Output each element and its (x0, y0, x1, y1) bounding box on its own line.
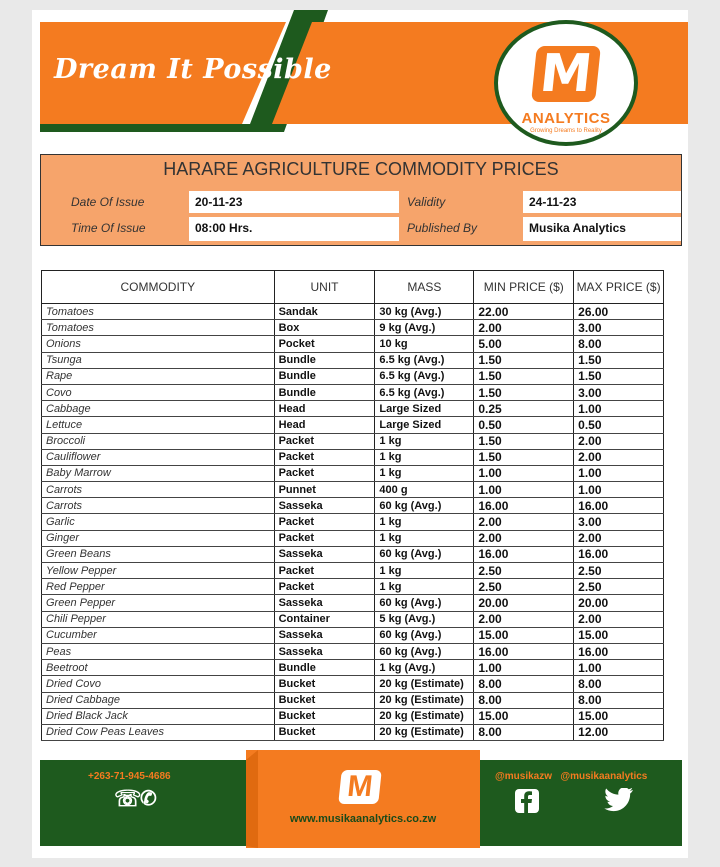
max-price-cell: 16.00 (574, 643, 664, 659)
commodity-cell: Dried Black Jack (42, 708, 275, 724)
unit-cell: Punnet (274, 482, 375, 498)
max-price-cell: 8.00 (574, 692, 664, 708)
min-price-cell: 1.50 (474, 384, 574, 400)
table-row (42, 482, 664, 498)
min-price-cell: 2.00 (474, 611, 574, 627)
unit-cell: Container (274, 611, 375, 627)
min-price-cell: 2.50 (474, 563, 574, 579)
mass-cell: 1 kg (375, 530, 474, 546)
min-price-cell: 1.00 (474, 482, 574, 498)
table-row (42, 352, 664, 368)
table-row (42, 627, 664, 643)
min-price-cell: 1.00 (474, 660, 574, 676)
published-by-value: Musika Analytics (523, 217, 681, 241)
unit-cell: Packet (274, 530, 375, 546)
min-price-cell: 2.00 (474, 320, 574, 336)
logo-m-mark: M (531, 46, 601, 102)
mass-cell: 10 kg (375, 336, 474, 352)
twitter-handle[interactable]: @musikaanalytics (560, 771, 648, 782)
min-price-cell: 2.50 (474, 579, 574, 595)
unit-cell: Box (274, 320, 375, 336)
commodity-cell: Tomatoes (42, 304, 275, 320)
min-price-cell: 2.00 (474, 530, 574, 546)
min-price-cell: 1.50 (474, 368, 574, 384)
table-row (42, 449, 664, 465)
commodity-cell: Carrots (42, 498, 275, 514)
whatsapp-icon: ✆ (140, 788, 157, 810)
mass-cell: 20 kg (Estimate) (375, 724, 474, 740)
commodity-cell: Green Pepper (42, 595, 275, 611)
twitter-icon[interactable] (604, 788, 634, 812)
unit-cell: Bundle (274, 660, 375, 676)
commodity-cell: Garlic (42, 514, 275, 530)
mass-cell: 20 kg (Estimate) (375, 676, 474, 692)
logo-tagline: Growing Dreams to Reality (530, 128, 602, 134)
unit-cell: Packet (274, 514, 375, 530)
table-row (42, 563, 664, 579)
table-row (42, 304, 664, 320)
issue-info-box (40, 154, 682, 246)
max-price-cell: 16.00 (574, 546, 664, 562)
table-row (42, 546, 664, 562)
commodity-cell: Beetroot (42, 660, 275, 676)
document-title: HARARE AGRICULTURE COMMODITY PRICES (163, 159, 559, 179)
table-row (42, 676, 664, 692)
unit-cell: Bundle (274, 352, 375, 368)
commodity-cell: Tsunga (42, 352, 275, 368)
table-row (42, 611, 664, 627)
table-row (42, 692, 664, 708)
unit-cell: Packet (274, 563, 375, 579)
unit-cell: Bucket (274, 724, 375, 740)
mass-cell: 1 kg (375, 514, 474, 530)
published-by-label: Published By (407, 221, 478, 235)
max-price-cell: 0.50 (574, 417, 664, 433)
table-row (42, 401, 664, 417)
mass-cell: Large Sized (375, 401, 474, 417)
unit-cell: Sasseka (274, 595, 375, 611)
max-price-cell: 2.00 (574, 433, 664, 449)
max-price-cell: 2.00 (574, 449, 664, 465)
max-price-cell: 8.00 (574, 676, 664, 692)
commodity-cell: Red Pepper (42, 579, 275, 595)
max-price-cell: 1.00 (574, 465, 664, 481)
mass-cell: 6.5 kg (Avg.) (375, 352, 474, 368)
footer-social-handles (495, 771, 647, 782)
footer-phone: +263-71-945-4686 (88, 771, 171, 782)
table-row (42, 579, 664, 595)
mass-cell: 60 kg (Avg.) (375, 498, 474, 514)
max-price-cell: 16.00 (574, 498, 664, 514)
min-price-cell: 0.50 (474, 417, 574, 433)
min-price-cell: 8.00 (474, 676, 574, 692)
validity-value: 24-11-23 (523, 191, 681, 213)
min-price-cell: 16.00 (474, 546, 574, 562)
unit-cell: Head (274, 417, 375, 433)
min-price-cell: 1.00 (474, 465, 574, 481)
min-price-cell: 22.00 (474, 304, 574, 320)
facebook-icon[interactable] (514, 788, 540, 814)
unit-cell: Sasseka (274, 627, 375, 643)
mass-cell: 6.5 kg (Avg.) (375, 384, 474, 400)
commodity-cell: Cucumber (42, 627, 275, 643)
time-of-issue-value: 08:00 Hrs. (189, 217, 399, 241)
min-price-cell: 1.50 (474, 449, 574, 465)
mass-cell: Large Sized (375, 417, 474, 433)
logo-brand-name: ANALYTICS (521, 110, 611, 127)
unit-cell: Sasseka (274, 643, 375, 659)
unit-cell: Sasseka (274, 546, 375, 562)
mass-cell: 60 kg (Avg.) (375, 546, 474, 562)
table-row (42, 514, 664, 530)
col-header-mass: MASS (375, 271, 474, 304)
table-row (42, 384, 664, 400)
max-price-cell: 1.00 (574, 482, 664, 498)
min-price-cell: 16.00 (474, 643, 574, 659)
slogan: Dream It Possible (54, 54, 332, 85)
unit-cell: Head (274, 401, 375, 417)
commodity-price-table (41, 270, 664, 741)
table-row (42, 530, 664, 546)
max-price-cell: 12.00 (574, 724, 664, 740)
table-header-row (42, 271, 664, 304)
unit-cell: Bucket (274, 692, 375, 708)
commodity-cell: Baby Marrow (42, 465, 275, 481)
col-header-unit: UNIT (274, 271, 375, 304)
table-row (42, 724, 664, 740)
facebook-handle[interactable]: @musikazw (495, 771, 552, 782)
table-body (42, 304, 664, 741)
commodity-cell: Yellow Pepper (42, 563, 275, 579)
commodity-cell: Ginger (42, 530, 275, 546)
max-price-cell: 3.00 (574, 320, 664, 336)
min-price-cell: 20.00 (474, 595, 574, 611)
mass-cell: 1 kg (375, 449, 474, 465)
mass-cell: 6.5 kg (Avg.) (375, 368, 474, 384)
max-price-cell: 2.50 (574, 563, 664, 579)
table-row (42, 336, 664, 352)
footer-logo-m: M (338, 770, 382, 804)
min-price-cell: 2.00 (474, 514, 574, 530)
table-row (42, 320, 664, 336)
max-price-cell: 8.00 (574, 336, 664, 352)
min-price-cell: 8.00 (474, 692, 574, 708)
commodity-cell: Covo (42, 384, 275, 400)
unit-cell: Bundle (274, 368, 375, 384)
validity-label: Validity (407, 195, 446, 209)
table-row (42, 643, 664, 659)
table-row (42, 368, 664, 384)
mass-cell: 1 kg (375, 579, 474, 595)
mass-cell: 20 kg (Estimate) (375, 708, 474, 724)
max-price-cell: 1.00 (574, 401, 664, 417)
unit-cell: Packet (274, 433, 375, 449)
commodity-cell: Broccoli (42, 433, 275, 449)
min-price-cell: 1.50 (474, 352, 574, 368)
unit-cell: Sandak (274, 304, 375, 320)
analytics-logo (494, 20, 638, 146)
unit-cell: Packet (274, 579, 375, 595)
commodity-cell: Tomatoes (42, 320, 275, 336)
table-row (42, 433, 664, 449)
max-price-cell: 2.00 (574, 611, 664, 627)
max-price-cell: 3.00 (574, 384, 664, 400)
table-row (42, 465, 664, 481)
min-price-cell: 1.50 (474, 433, 574, 449)
mass-cell: 60 kg (Avg.) (375, 595, 474, 611)
commodity-cell: Onions (42, 336, 275, 352)
footer-website[interactable]: www.musikaanalytics.co.zw (289, 813, 437, 825)
max-price-cell: 15.00 (574, 627, 664, 643)
mass-cell: 5 kg (Avg.) (375, 611, 474, 627)
min-price-cell: 0.25 (474, 401, 574, 417)
commodity-cell: Dried Cabbage (42, 692, 275, 708)
mass-cell: 400 g (375, 482, 474, 498)
max-price-cell: 1.00 (574, 660, 664, 676)
col-header-max-price: MAX PRICE ($) (574, 271, 664, 304)
unit-cell: Sasseka (274, 498, 375, 514)
date-of-issue-value: 20-11-23 (189, 191, 399, 213)
min-price-cell: 5.00 (474, 336, 574, 352)
min-price-cell: 15.00 (474, 708, 574, 724)
table-row (42, 708, 664, 724)
col-header-commodity: COMMODITY (42, 271, 275, 304)
max-price-cell: 2.50 (574, 579, 664, 595)
mass-cell: 1 kg (375, 433, 474, 449)
unit-cell: Bundle (274, 384, 375, 400)
min-price-cell: 15.00 (474, 627, 574, 643)
mass-cell: 30 kg (Avg.) (375, 304, 474, 320)
commodity-cell: Rape (42, 368, 275, 384)
mass-cell: 1 kg (375, 563, 474, 579)
unit-cell: Bucket (274, 676, 375, 692)
unit-cell: Bucket (274, 708, 375, 724)
mass-cell: 1 kg (Avg.) (375, 660, 474, 676)
max-price-cell: 2.00 (574, 530, 664, 546)
phone-icon: ☏ (114, 786, 142, 811)
table-row (42, 595, 664, 611)
max-price-cell: 1.50 (574, 352, 664, 368)
min-price-cell: 16.00 (474, 498, 574, 514)
date-of-issue-label: Date Of Issue (71, 195, 145, 209)
min-price-cell: 8.00 (474, 724, 574, 740)
commodity-cell: Dried Covo (42, 676, 275, 692)
max-price-cell: 1.50 (574, 368, 664, 384)
mass-cell: 60 kg (Avg.) (375, 627, 474, 643)
commodity-cell: Carrots (42, 482, 275, 498)
max-price-cell: 15.00 (574, 708, 664, 724)
page (32, 10, 688, 858)
col-header-min-price: MIN PRICE ($) (474, 271, 574, 304)
table-row (42, 498, 664, 514)
unit-cell: Packet (274, 449, 375, 465)
mass-cell: 60 kg (Avg.) (375, 643, 474, 659)
commodity-cell: Dried Cow Peas Leaves (42, 724, 275, 740)
commodity-cell: Lettuce (42, 417, 275, 433)
unit-cell: Pocket (274, 336, 375, 352)
time-of-issue-label: Time Of Issue (71, 221, 146, 235)
unit-cell: Packet (274, 465, 375, 481)
mass-cell: 20 kg (Estimate) (375, 692, 474, 708)
table-row (42, 660, 664, 676)
max-price-cell: 26.00 (574, 304, 664, 320)
mass-cell: 9 kg (Avg.) (375, 320, 474, 336)
commodity-cell: Green Beans (42, 546, 275, 562)
max-price-cell: 20.00 (574, 595, 664, 611)
commodity-cell: Cauliflower (42, 449, 275, 465)
max-price-cell: 3.00 (574, 514, 664, 530)
mass-cell: 1 kg (375, 465, 474, 481)
commodity-cell: Peas (42, 643, 275, 659)
commodity-cell: Cabbage (42, 401, 275, 417)
commodity-cell: Chili Pepper (42, 611, 275, 627)
table-row (42, 417, 664, 433)
